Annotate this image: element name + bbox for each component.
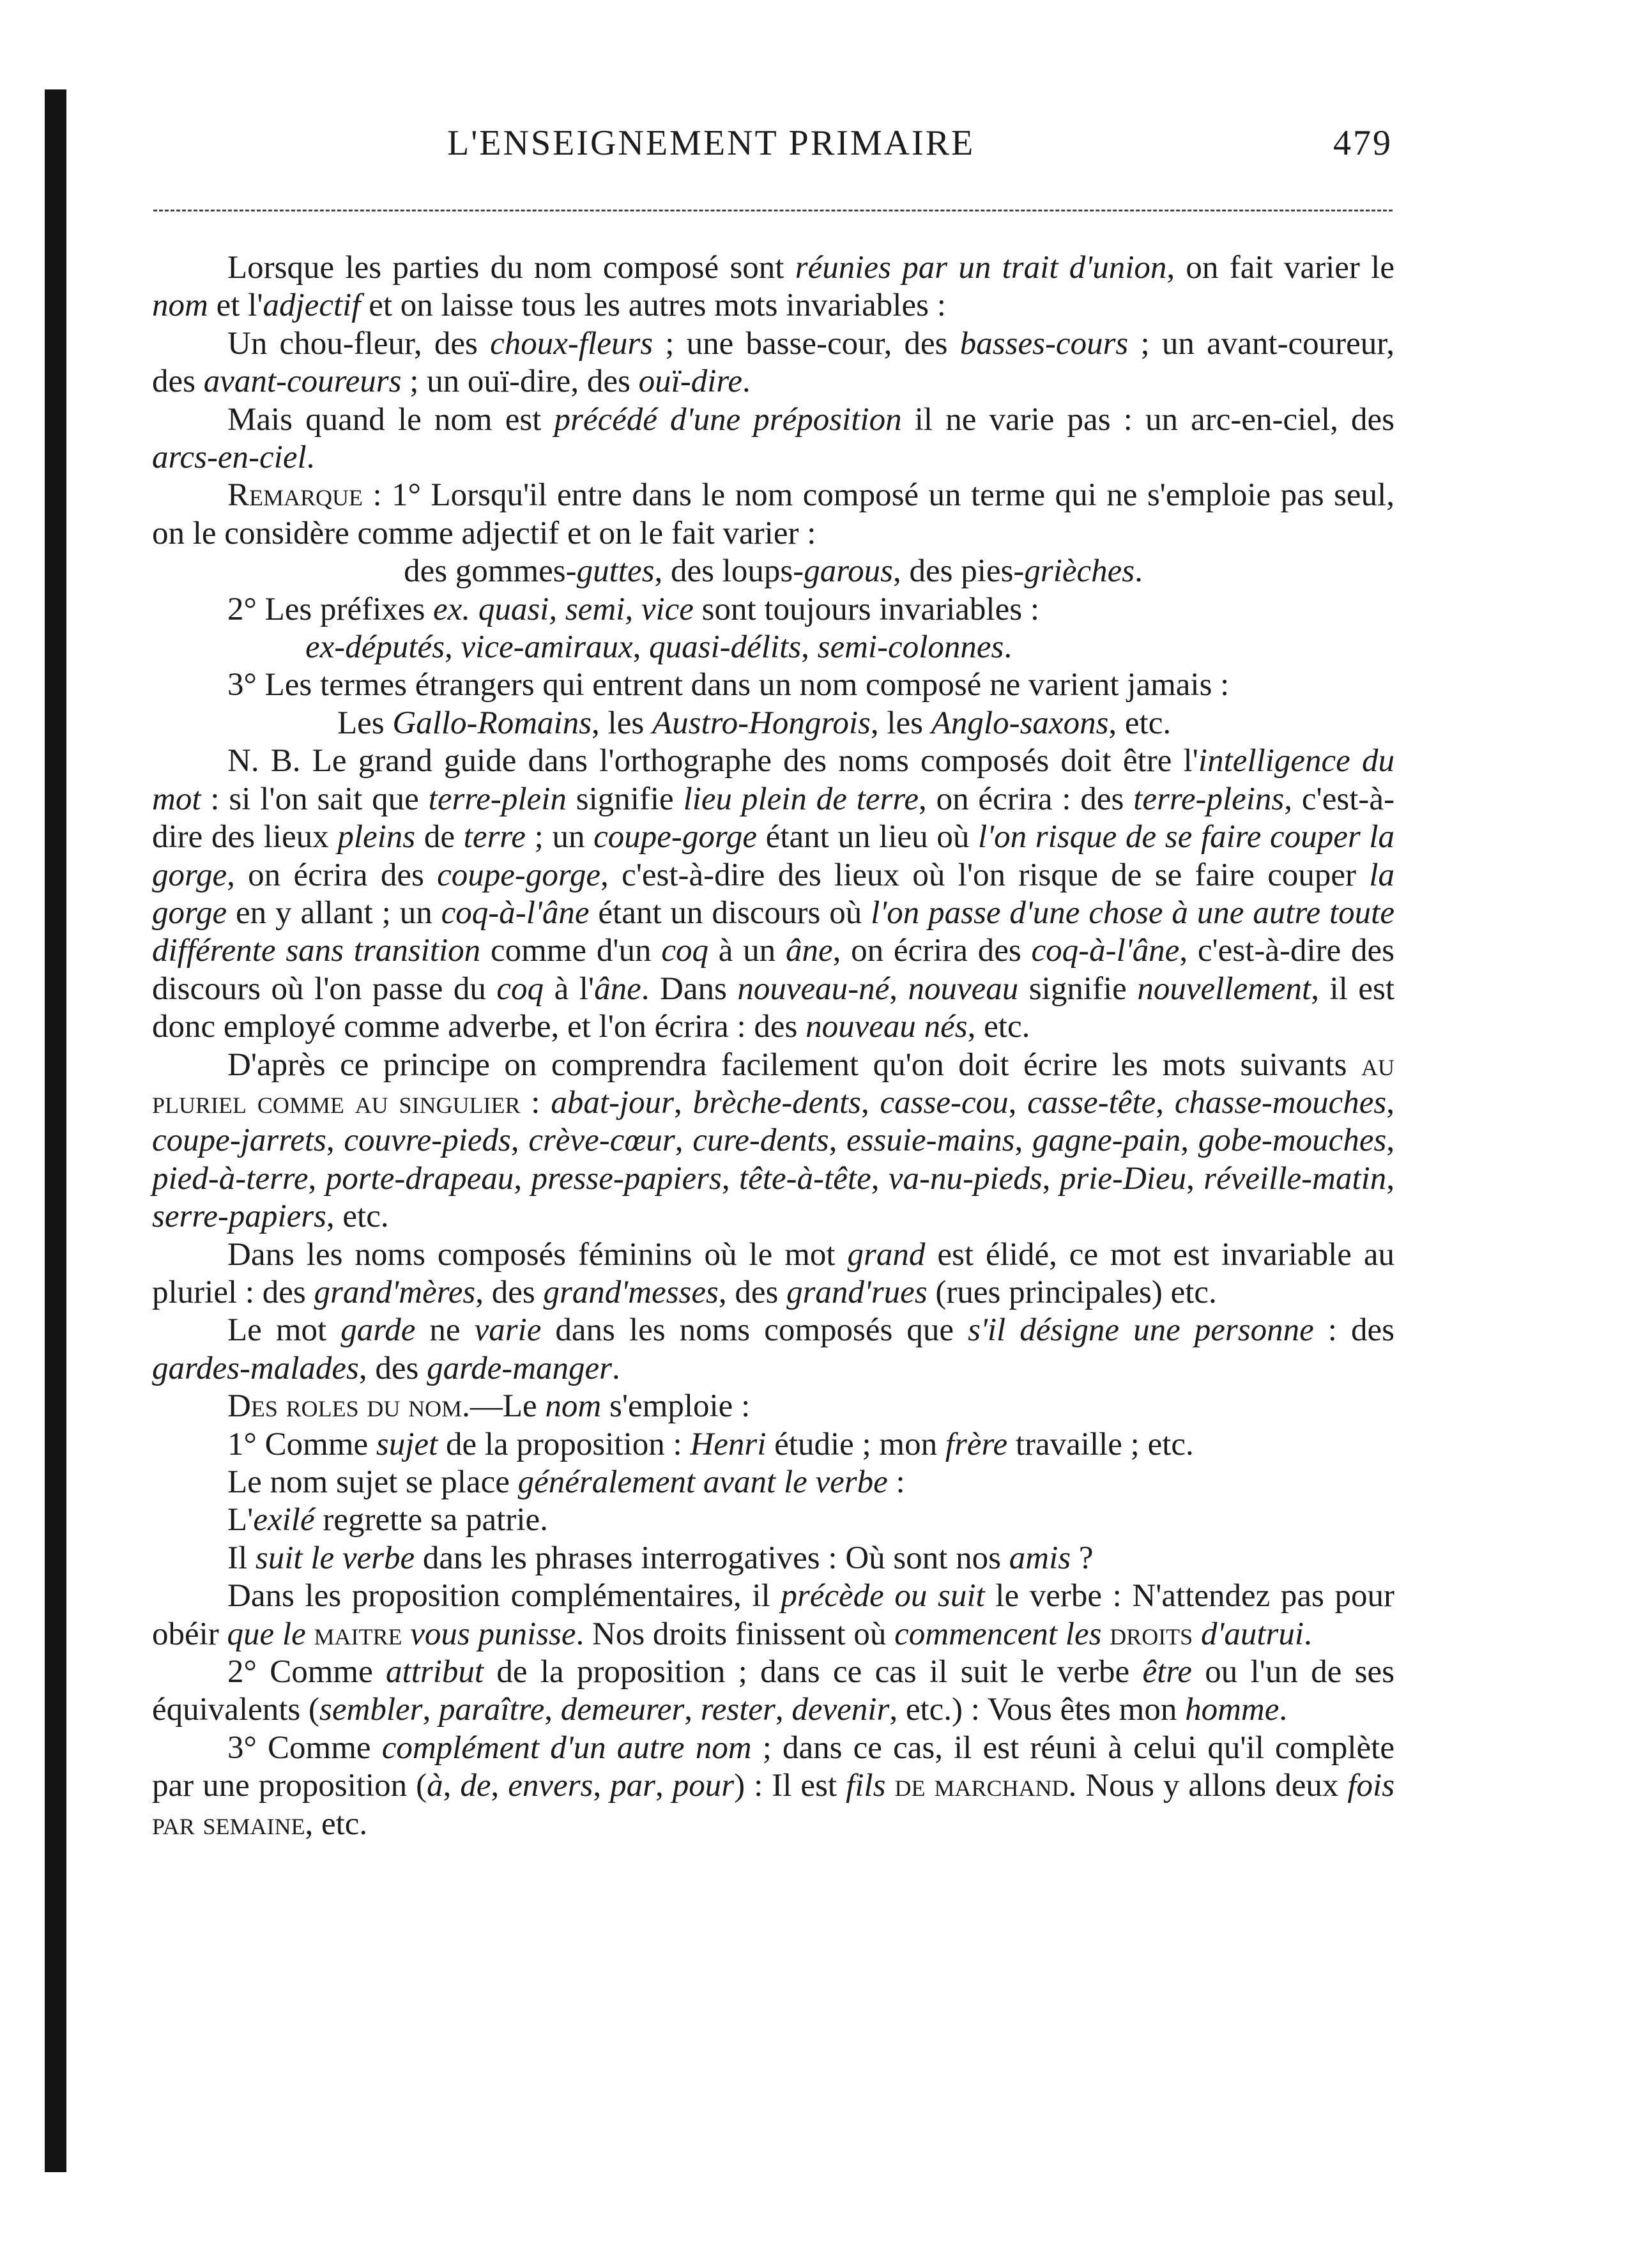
body-text [152,249,1394,1843]
paragraph: N. B. Le grand guide dans l'orthographe des noms composés doit être l'intelligence du mot : si l'on sait que terre-plein signifie lieu plein de terre, on écrira : des terre-pleins, c'est-à-dire des lieux pleins de terre ; un coupe-gorge étant un lieu où l'on risque de se faire couper la gorge, on écrira des coupe-gorge, c'est-à-dire des lieux où l'on risque de se faire couper la gorge en y allant ; un coq-à-l'âne étant un discours où l'on passe d'une chose à une autre toute différente sans transition comme d'un coq à un âne, on écrira des coq-à-l'âne, c'est-à-dire des discours où l'on passe du coq à l'âne. Dans nouveau-né, nouveau signifie nouvellement, il est donc employé comme adverbe, et l'on écrira : des nouveau nés, etc. [152,743,1395,1045]
scan-edge-shadow [45,89,66,2172]
paragraph: Des roles du nom.—Le nom s'emploie : [227,1388,751,1425]
paragraph: 2° Les préfixes ex. quasi, semi, vice sont toujours invariables : [227,591,1040,627]
paragraph: 1° Comme sujet de la proposition : Henri étudie ; mon frère travaille ; etc. [227,1426,1194,1462]
paragraph: Le nom sujet se place généralement avant le verbe : [227,1464,905,1500]
paragraph: 3° Comme complément d'un autre nom ; dans ce cas, il est réuni à celui qu'il complète par une proposition (à, de, envers, par, pour) : Il est fils de marchand. Nous y allons deux fois par semaine, etc. [152,1729,1395,1842]
paragraph: Mais quand le nom est précédé d'une préposition il ne varie pas : un arc-en-ciel, des arcs-en-ciel. [152,401,1395,476]
running-title: L'ENSEIGNEMENT PRIMAIRE [447,123,975,163]
paragraph: Dans les proposition complémentaires, il précède ou suit le verbe : N'attendez pas pour obéir que le maitre vous punisse. Nos droits finissent où commencent les droits d'autrui. [152,1578,1395,1652]
paragraph: 2° Comme attribut de la proposition ; dans ce cas il suit le verbe être ou l'un de ses équivalents (sembler, paraître, demeurer, rester, devenir, etc.) : Vous êtes mon homme. [152,1654,1395,1728]
paragraph: Un chou-fleur, des choux-fleurs ; une basse-cour, des basses-cours ; un avant-coureur, des avant-coureurs ; un ouï-dire, des ouï-dire. [152,325,1394,400]
paragraph: Lorsque les parties du nom composé sont réunies par un trait d'union, on fait varier le nom et l'adjectif et on laisse tous les autres mots invariables : [152,250,1394,324]
paragraph: L'exilé regrette sa patrie. [227,1502,548,1538]
paragraph: Il suit le verbe dans les phrases interrogatives : Où sont nos amis ? [227,1540,1094,1576]
paragraph: Remarque : 1° Lorsqu'il entre dans le nom composé un terme qui ne s'emploie pas seul, on le considère comme adjectif et on le fait varier : [152,477,1394,551]
paragraph: ex-députés, vice-amiraux, quasi-délits, semi-colonnes. [305,629,1012,666]
page-number: 479 [1333,123,1393,163]
paragraph: 3° Les termes étrangers qui entrent dans un nom composé ne varient jamais : [227,667,1230,703]
paragraph: des gommes-guttes, des loups-garous, des pies-grièches. [404,553,1143,590]
paragraph: Dans les noms composés féminins où le mot grand est élidé, ce mot est invariable au pluriel : des grand'mères, des grand'messes, des grand'rues (rues principales) etc. [152,1236,1394,1310]
paragraph: Le mot garde ne varie dans les noms composés que s'il désigne une personne : des gardes-malades, des garde-manger. [152,1312,1394,1386]
header-rule [153,210,1393,211]
paragraph: D'après ce principe on comprendra facilement qu'on doit écrire les mots suivants au pluriel comme au singulier : abat-jour, brèche-dents, casse-cou, casse-tête, chasse-mouches, coupe-jarrets, couvre-pieds, crève-cœur, cure-dents, essuie-mains, gagne-pain, gobe-mouches, pied-à-terre, porte-drapeau, presse-papiers, tête-à-tête, va-nu-pieds, prie-Dieu, réveille-matin, serre-papiers, etc. [152,1046,1395,1235]
paragraph: Les Gallo-Romains, les Austro-Hongrois, les Anglo-saxons, etc. [337,705,1172,741]
